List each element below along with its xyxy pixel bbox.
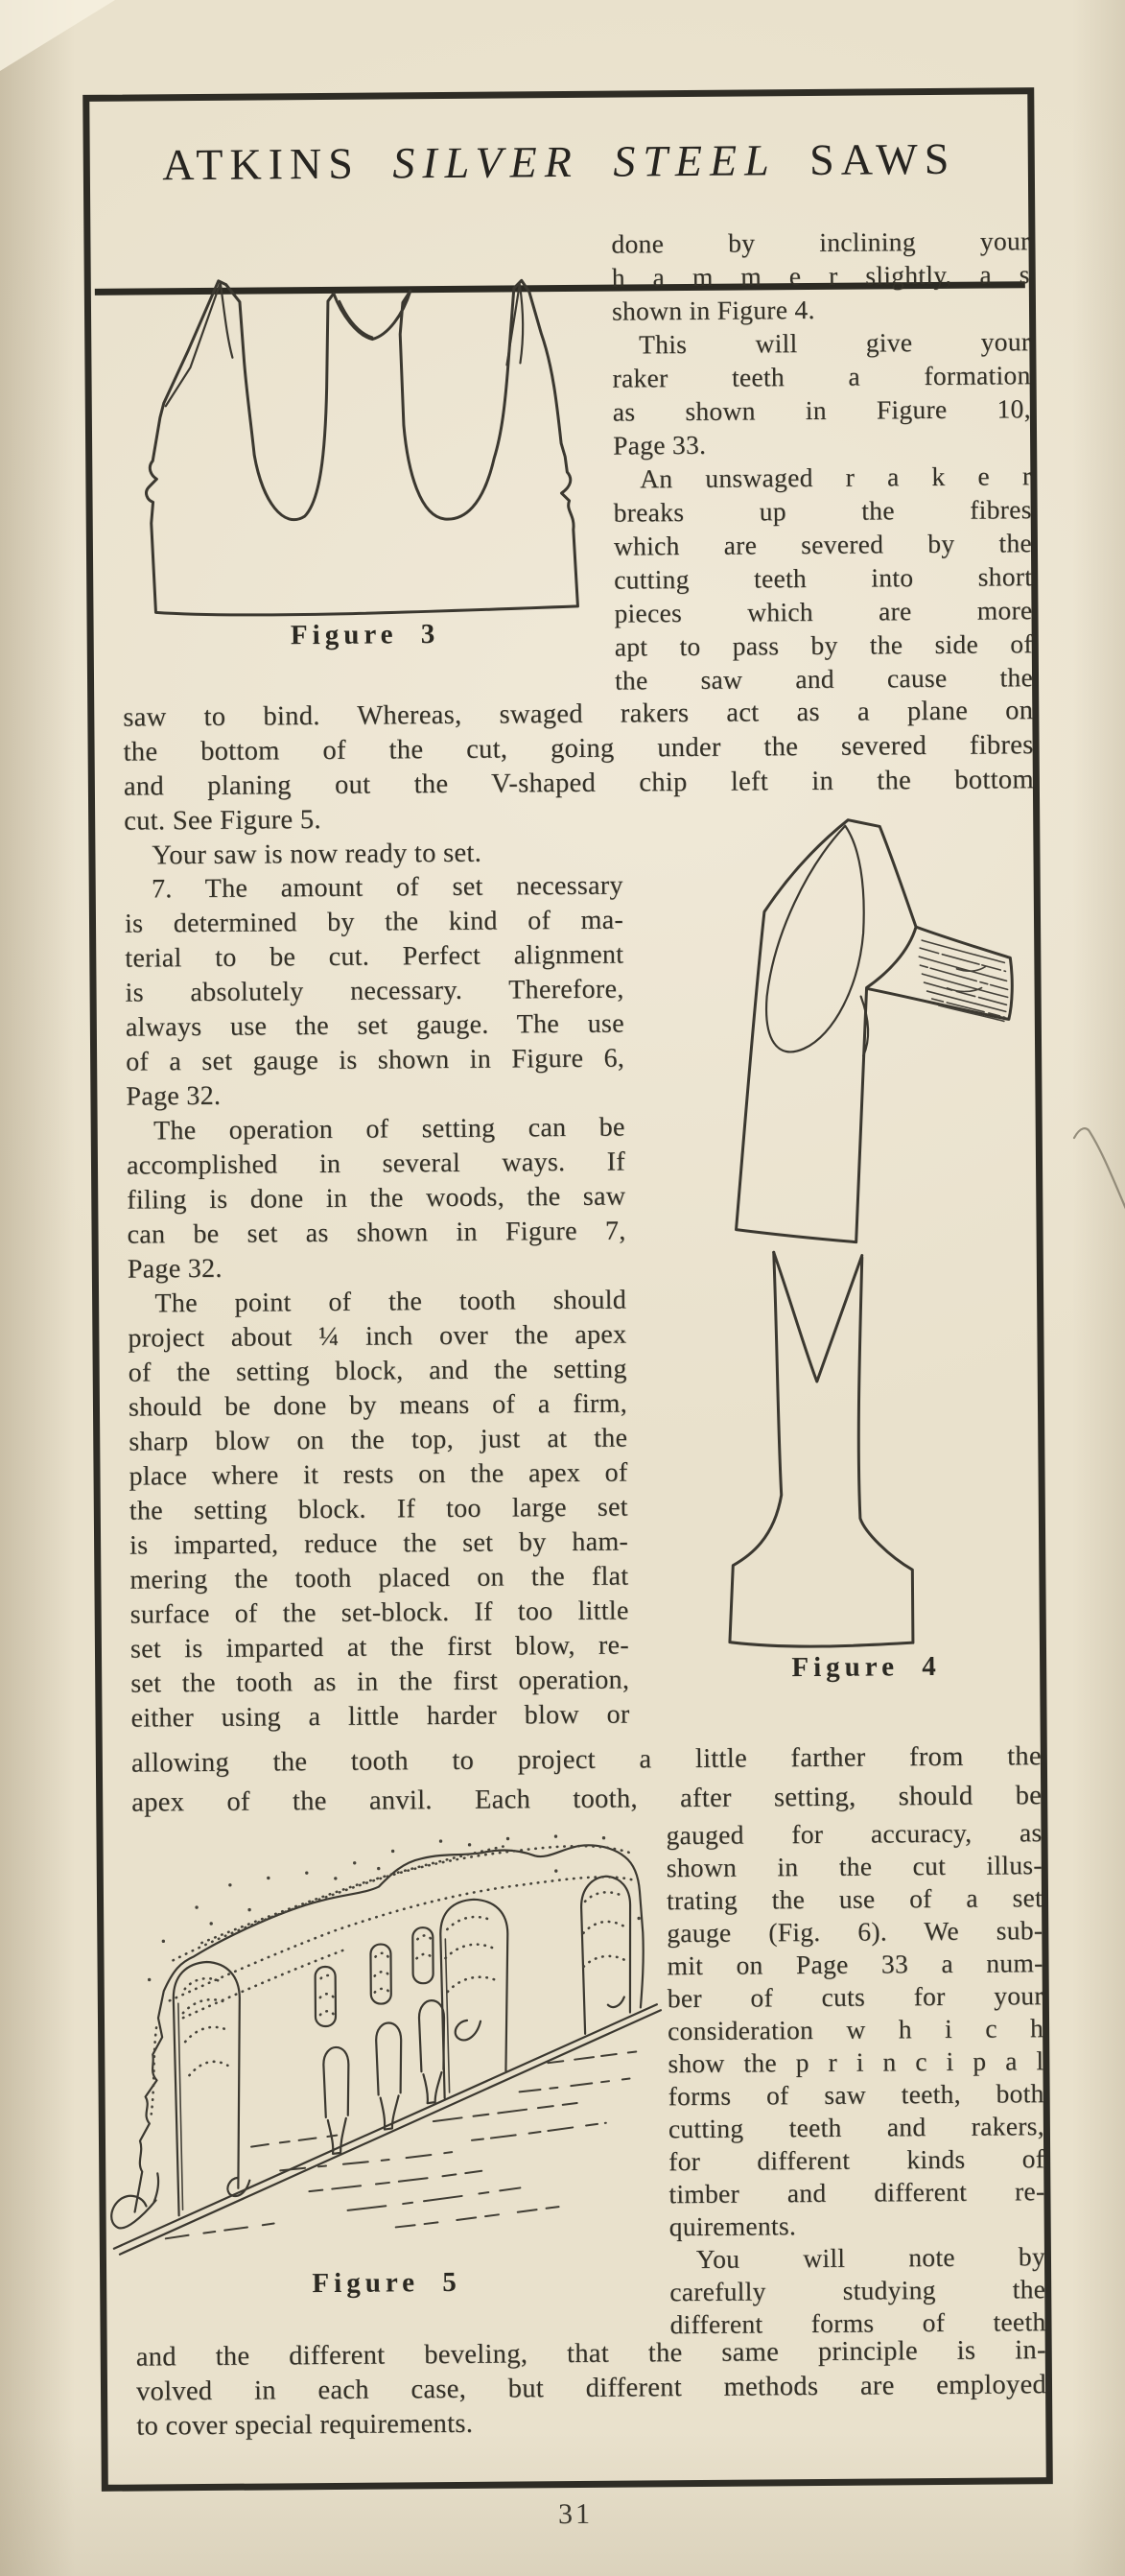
- text-line: You will note by: [668, 2241, 1046, 2275]
- text-line: is imparted, reduce the set by ham-: [129, 1526, 629, 1561]
- figure4-caption: Figure 4: [791, 1650, 941, 1684]
- text-line: The operation of setting can be: [126, 1112, 625, 1146]
- text-line: Page 32.: [126, 1080, 222, 1112]
- full-width-paragraph-3: [136, 2333, 1047, 2444]
- text-line: set is imparted at the first blow, re-: [129, 1630, 630, 1665]
- text-line: Page 33.: [613, 429, 707, 461]
- brand-silver-steel: SILVER STEEL: [392, 135, 777, 188]
- text-line: cutting teeth and rakers,: [668, 2111, 1045, 2144]
- text-line: the bottom of the cut, going under the severed fibres: [123, 730, 1034, 768]
- text-line: apex of the anvil. Each tooth, after setting, should be: [131, 1781, 1043, 1818]
- text-line: show the p r i n c i p a l: [668, 2045, 1044, 2079]
- text-line: cutting teeth into short: [614, 561, 1033, 595]
- text-line: forms of saw teeth, both: [668, 2078, 1044, 2112]
- text-line: raker teeth a formation: [612, 360, 1031, 393]
- text-line: project about ¼ inch over the apex: [128, 1319, 627, 1354]
- brand-saws: SAWS: [809, 133, 956, 184]
- text-line: quirements.: [668, 2210, 797, 2242]
- text-line: saw to bind. Whereas, swaged rakers act as a plane on: [123, 696, 1034, 733]
- text-line: apt to pass by the side of: [614, 628, 1033, 662]
- text-line: volved in each case, but different methods are employed: [135, 2370, 1047, 2407]
- figure5-caption: Figure 5: [312, 2266, 461, 2300]
- text-line: filing is done in the woods, the saw: [127, 1181, 626, 1216]
- figure4-hammer-drawing: [715, 807, 1039, 1659]
- text-column-right-of-figure5: [666, 1816, 1045, 2341]
- text-line: Your saw is now ready to set.: [124, 838, 482, 871]
- figure3-saw-teeth-drawing: [126, 242, 600, 622]
- text-line: allowing the tooth to project a little farther from the: [130, 1741, 1042, 1779]
- text-line: and planing out the V-shaped chip left in the bottom: [123, 765, 1034, 802]
- text-line: can be set as shown in Figure 7,: [127, 1216, 626, 1250]
- text-line: should be done by means of a firm,: [128, 1388, 628, 1423]
- text-line: is absolutely necessary. Therefore,: [125, 974, 624, 1008]
- text-line: terial to be cut. Perfect alignment: [125, 939, 624, 974]
- text-line: The point of the tooth should: [128, 1285, 627, 1319]
- figure5-kerf-drawing: [105, 1832, 665, 2268]
- text-line: shown in the cut illus-: [666, 1850, 1043, 1883]
- text-line: breaks up the fibres: [613, 494, 1032, 528]
- full-width-paragraph-1: [123, 694, 1034, 873]
- text-line: 7. The amount of set necessary: [124, 870, 623, 905]
- text-line: sharp blow on the top, just at the: [129, 1423, 628, 1457]
- text-line: to cover special requirements.: [136, 2408, 474, 2442]
- text-column-right-of-figure3: [611, 224, 1033, 697]
- text-line: is determined by the kind of ma-: [124, 905, 624, 939]
- page-header-title: [94, 132, 1024, 191]
- text-line: which are severed by the: [613, 528, 1033, 561]
- text-line: set the tooth as in the first operation,: [130, 1665, 630, 1699]
- text-line: for different kinds of: [668, 2143, 1045, 2177]
- text-line: surface of the set-block. If too little: [129, 1595, 629, 1630]
- text-line: of the setting block, and the setting: [128, 1354, 627, 1388]
- text-line: This will give your: [612, 326, 1031, 360]
- text-line: ber of cuts for your: [667, 1980, 1043, 2014]
- text-line: trating the use of a set: [666, 1882, 1043, 1916]
- text-line: mit on Page 33 a num-: [667, 1948, 1043, 1981]
- text-line: gauged for accuracy, as: [666, 1817, 1043, 1851]
- text-line: consideration w h i c h: [667, 2013, 1044, 2046]
- text-line: mering the tooth placed on the flat: [129, 1561, 629, 1595]
- text-line: Page 32.: [127, 1253, 223, 1285]
- text-line: done by inclining your: [611, 225, 1030, 259]
- text-line: the saw and cause the: [614, 662, 1034, 696]
- text-line: place where it rests on the apex of: [129, 1457, 628, 1492]
- text-line: and the different beveling, that the same principle is in-: [135, 2335, 1046, 2373]
- text-line: the setting block. If too large set: [129, 1492, 628, 1526]
- text-column-left-of-figure4: [125, 869, 630, 1737]
- text-line: pieces which are more: [614, 595, 1033, 628]
- text-line: gauge (Fig. 6). We sub-: [667, 1915, 1043, 1949]
- full-width-paragraph-2: [131, 1737, 1043, 1822]
- text-line: accomplished in several ways. If: [126, 1146, 626, 1181]
- page-number: 31: [557, 2497, 594, 2531]
- text-line: different forms of teeth: [669, 2306, 1046, 2340]
- figure3-caption: Figure 3: [290, 619, 440, 651]
- text-line: h a m m e r slightly, a s: [611, 259, 1030, 293]
- text-line: either using a little harder blow or: [130, 1699, 630, 1734]
- text-line: shown in Figure 4.: [611, 294, 815, 326]
- text-line: as shown in Figure 10,: [612, 393, 1031, 427]
- text-line: always use the set gauge. The use: [125, 1008, 624, 1043]
- text-line: cut. See Figure 5.: [124, 805, 321, 837]
- text-line: timber and different re-: [668, 2176, 1045, 2210]
- text-line: carefully studying the: [669, 2274, 1046, 2307]
- brand-atkins: ATKINS: [162, 138, 361, 190]
- text-line: An unswaged r a k e r: [613, 461, 1032, 494]
- text-line: of a set gauge is shown in Figure 6,: [126, 1043, 625, 1077]
